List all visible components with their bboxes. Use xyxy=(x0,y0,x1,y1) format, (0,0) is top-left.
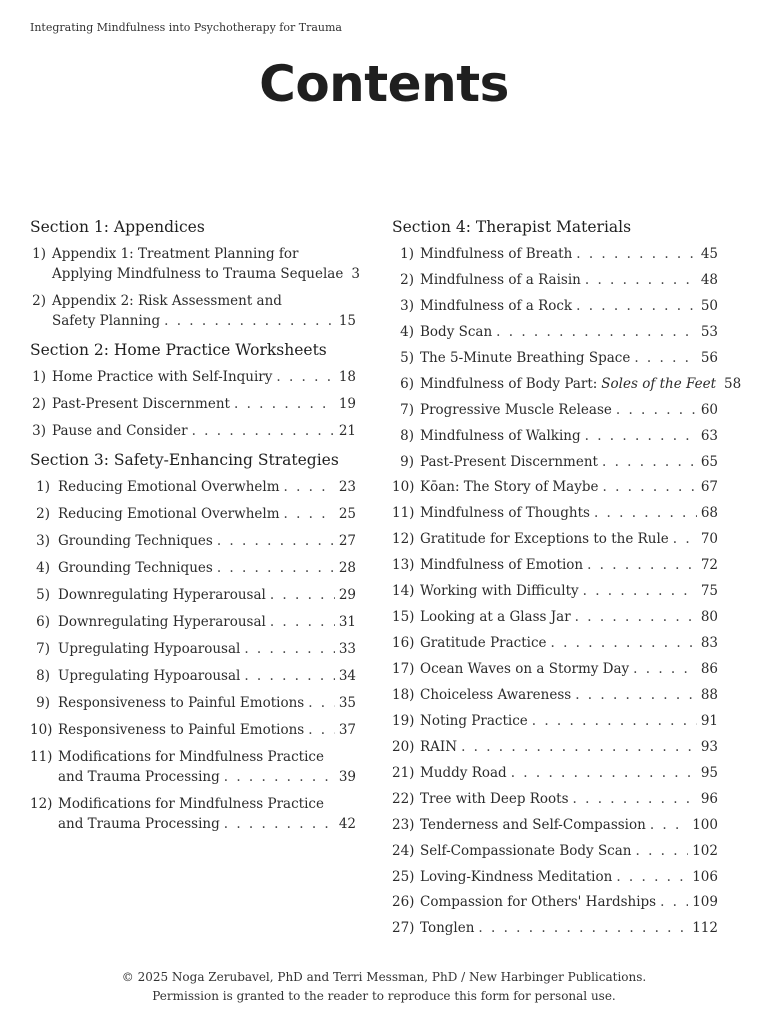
entry-number: 11) xyxy=(30,749,53,765)
entry-number: 12) xyxy=(30,796,53,812)
entry-title-continued: Applying Mindfulness to Trauma Sequelae xyxy=(52,266,344,282)
entry-number: 5) xyxy=(36,587,50,603)
dot-leader xyxy=(192,421,335,441)
toc-entry[interactable] xyxy=(30,367,356,387)
dot-leader xyxy=(532,711,697,731)
toc-entry[interactable] xyxy=(30,394,356,414)
entry-title: Mindfulness of Thoughts xyxy=(420,505,590,522)
dot-leader xyxy=(585,270,697,290)
dot-leader xyxy=(602,452,697,472)
entry-number: 24) xyxy=(392,842,415,859)
dot-leader xyxy=(660,892,688,912)
toc-entry[interactable] xyxy=(392,789,718,809)
dot-leader xyxy=(575,607,697,627)
entry-title: Muddy Road xyxy=(420,764,507,781)
entry-title: Appendix 2: Risk Assessment and xyxy=(52,293,282,309)
entry-title: Home Practice with Self-Inquiry xyxy=(52,369,273,385)
entry-title-continued: and Trauma Processing xyxy=(58,769,220,785)
entry-page: 91 xyxy=(700,712,718,729)
entry-number: 1) xyxy=(400,246,414,262)
entry-number: 8) xyxy=(400,427,414,444)
entry-page: 35 xyxy=(338,695,356,711)
entry-page: 3 xyxy=(351,266,360,282)
entry-number: 2) xyxy=(400,271,414,288)
entry-title: Tonglen xyxy=(420,920,475,937)
entry-title: Tree with Deep Roots xyxy=(420,790,569,807)
dot-leader xyxy=(244,666,334,686)
entry-page: 25 xyxy=(338,506,356,522)
entry-number: 20) xyxy=(392,738,415,755)
entry-page: 53 xyxy=(700,323,718,340)
toc-entry[interactable] xyxy=(30,639,356,659)
entry-number: 4) xyxy=(400,323,414,340)
contents-left-column xyxy=(30,218,360,844)
entry-title: Upregulating Hypoarousal xyxy=(58,641,241,657)
dot-leader xyxy=(636,841,689,861)
toc-entry[interactable] xyxy=(392,918,718,938)
toc-entry[interactable] xyxy=(392,841,718,861)
entry-number: 17) xyxy=(392,661,415,677)
entry-title: Gratitude Practice xyxy=(420,635,547,652)
entry-number: 26) xyxy=(392,894,415,911)
dot-leader xyxy=(585,426,697,446)
entry-number: 2) xyxy=(32,396,46,412)
entry-title: Ocean Waves on a Stormy Day xyxy=(420,661,630,677)
entry-title: Pause and Consider xyxy=(52,423,188,439)
section-heading: Section 2: Home Practice Worksheets xyxy=(30,341,327,359)
entry-page: 100 xyxy=(692,816,718,833)
dot-leader xyxy=(616,400,697,420)
dot-leader xyxy=(308,693,335,713)
toc-entry[interactable] xyxy=(392,452,718,472)
entry-page: 45 xyxy=(700,246,718,262)
dot-leader xyxy=(511,763,697,783)
toc-entry[interactable] xyxy=(392,477,718,497)
contents-right-column xyxy=(392,218,742,944)
entry-number: 11) xyxy=(392,505,415,522)
entry-title-continued: Safety Planning xyxy=(52,313,161,329)
entry-title: RAIN xyxy=(420,738,458,755)
dot-leader xyxy=(583,581,697,601)
entry-page: 68 xyxy=(700,505,718,522)
entry-page: 56 xyxy=(700,349,718,366)
entry-title: Compassion for Others' Hardships xyxy=(420,894,657,911)
entry-title: Self-Compassionate Body Scan xyxy=(420,842,632,859)
entry-number: 9) xyxy=(36,695,50,711)
entry-number: 3) xyxy=(36,533,50,549)
toc-entry[interactable] xyxy=(30,244,360,284)
dot-leader xyxy=(244,639,334,659)
entry-page: 58 xyxy=(724,375,742,392)
entry-number: 12) xyxy=(392,531,415,548)
entry-number: 1) xyxy=(36,479,50,495)
entry-title: Choiceless Awareness xyxy=(420,686,572,703)
dot-leader xyxy=(164,311,335,331)
toc-entry[interactable] xyxy=(392,322,718,342)
entry-number: 2) xyxy=(32,293,46,309)
toc-entry[interactable] xyxy=(30,794,356,834)
dot-leader xyxy=(284,504,335,524)
entry-page: 93 xyxy=(700,738,718,755)
entry-page: 112 xyxy=(692,920,718,937)
entry-title: Reducing Emotional Overwhelm xyxy=(58,506,280,522)
toc-entry[interactable] xyxy=(392,529,718,549)
toc-entry[interactable] xyxy=(30,585,356,605)
entry-page: 39 xyxy=(338,769,356,785)
entry-page: 67 xyxy=(700,479,718,496)
entry-number: 3) xyxy=(32,423,46,439)
entry-title: Downregulating Hyperarousal xyxy=(58,587,266,603)
entry-page: 65 xyxy=(700,453,718,470)
entry-page: 72 xyxy=(700,557,718,574)
dot-leader xyxy=(270,612,335,632)
toc-entry[interactable] xyxy=(392,426,718,446)
dot-leader xyxy=(276,367,334,387)
entry-title: The 5-Minute Breathing Space xyxy=(420,349,631,366)
entry-title: Modifications for Mindfulness Practice xyxy=(58,796,324,812)
entry-title: Kōan: The Story of Maybe xyxy=(420,479,599,496)
dot-leader xyxy=(217,558,335,578)
entry-title: Reducing Emotional Overwhelm xyxy=(58,479,280,495)
entry-page: 34 xyxy=(338,668,356,684)
dot-leader xyxy=(594,503,697,523)
toc-entry[interactable] xyxy=(392,503,718,523)
section-heading: Section 1: Appendices xyxy=(30,218,205,236)
toc-entry[interactable] xyxy=(392,867,718,887)
entry-page: 42 xyxy=(338,816,356,832)
entry-title: Upregulating Hypoarousal xyxy=(58,668,241,684)
dot-leader xyxy=(573,789,697,809)
entry-title: Mindfulness of Body Part: xyxy=(420,375,598,392)
copyright-line: © 2025 Noga Zerubavel, PhD and Terri Messman, PhD / New Harbinger Publications. xyxy=(121,970,647,984)
entry-title: Gratitude for Exceptions to the Rule xyxy=(420,531,669,548)
section-2 xyxy=(30,341,356,441)
entry-page: 83 xyxy=(700,635,718,652)
entry-title-italic: Soles of the Feet xyxy=(601,375,717,392)
entry-number: 7) xyxy=(400,401,414,418)
entry-page: 15 xyxy=(338,313,356,329)
entry-page: 75 xyxy=(700,583,718,600)
entry-page: 63 xyxy=(700,427,718,444)
entry-page: 33 xyxy=(338,641,356,657)
toc-entry[interactable] xyxy=(392,633,718,653)
entry-page: 96 xyxy=(700,790,718,807)
entry-number: 18) xyxy=(392,686,415,703)
dot-leader xyxy=(603,477,697,497)
dot-leader xyxy=(616,867,688,887)
section-1 xyxy=(30,218,360,331)
entry-page: 60 xyxy=(700,401,718,418)
dot-leader xyxy=(461,737,697,757)
entry-page: 29 xyxy=(338,587,356,603)
dot-leader xyxy=(551,633,697,653)
dot-leader xyxy=(576,244,697,264)
dot-leader xyxy=(234,394,335,414)
toc-entry[interactable] xyxy=(392,815,718,835)
entry-page: 80 xyxy=(700,609,718,626)
entry-title: Downregulating Hyperarousal xyxy=(58,614,266,630)
entry-number: 10) xyxy=(392,479,415,496)
toc-entry[interactable] xyxy=(392,685,718,705)
entry-title: Mindfulness of a Rock xyxy=(420,297,573,314)
dot-leader xyxy=(224,767,335,787)
entry-page: 50 xyxy=(700,297,718,314)
entry-page: 88 xyxy=(700,686,718,703)
entry-title-continued: and Trauma Processing xyxy=(58,816,220,832)
dot-leader xyxy=(650,815,688,835)
entry-title: Past-Present Discernment xyxy=(52,396,230,412)
toc-entry[interactable] xyxy=(392,763,718,783)
entry-page: 19 xyxy=(338,396,356,412)
entry-title: Noting Practice xyxy=(420,712,528,729)
entry-number: 5) xyxy=(400,349,414,366)
entry-title: Grounding Techniques xyxy=(58,533,213,549)
entry-title: Past-Present Discernment xyxy=(420,453,598,470)
toc-entry[interactable] xyxy=(30,612,356,632)
entry-page: 48 xyxy=(700,271,718,288)
dot-leader xyxy=(633,659,697,679)
dot-leader xyxy=(575,685,697,705)
entry-number: 14) xyxy=(392,583,415,600)
entry-title: Responsiveness to Painful Emotions xyxy=(58,722,305,738)
toc-entry[interactable] xyxy=(392,374,742,394)
entry-page: 27 xyxy=(338,533,356,549)
toc-entry[interactable] xyxy=(30,477,356,497)
permission-line: Permission is granted to the reader to reproduce this form for personal use. xyxy=(152,989,616,1003)
toc-entry[interactable] xyxy=(392,737,718,757)
toc-entry[interactable] xyxy=(30,291,356,331)
entry-number: 6) xyxy=(36,614,50,630)
entry-number: 9) xyxy=(400,453,414,470)
section-heading: Section 3: Safety-Enhancing Strategies xyxy=(30,451,339,469)
toc-entry[interactable] xyxy=(392,581,718,601)
entry-number: 22) xyxy=(392,790,415,807)
entry-page: 70 xyxy=(700,531,718,548)
entry-number: 2) xyxy=(36,506,50,522)
toc-entry[interactable] xyxy=(392,400,718,420)
toc-entry[interactable] xyxy=(392,892,718,912)
entry-number: 13) xyxy=(392,557,415,574)
toc-entry[interactable] xyxy=(30,666,356,686)
entry-number: 25) xyxy=(392,868,415,885)
entry-page: 31 xyxy=(338,614,356,630)
entry-page: 37 xyxy=(338,722,356,738)
entry-page: 86 xyxy=(700,661,718,677)
dot-leader xyxy=(217,531,335,551)
toc-entry[interactable] xyxy=(392,244,718,264)
entry-page: 23 xyxy=(338,479,356,495)
section-3 xyxy=(30,451,356,834)
dot-leader xyxy=(308,720,335,740)
dot-leader xyxy=(270,585,335,605)
entry-number: 6) xyxy=(400,375,414,392)
entry-number: 19) xyxy=(392,712,415,729)
entry-page: 109 xyxy=(692,894,718,911)
page-footer xyxy=(0,968,768,1006)
toc-entry[interactable] xyxy=(30,720,356,740)
section-heading: Section 4: Therapist Materials xyxy=(392,218,632,236)
entry-title: Mindfulness of a Raisin xyxy=(420,271,581,288)
entry-number: 1) xyxy=(32,369,46,385)
entry-number: 16) xyxy=(392,635,415,652)
page-title: Contents xyxy=(259,55,509,113)
entry-page: 18 xyxy=(338,369,356,385)
entry-number: 21) xyxy=(392,764,415,781)
dot-leader xyxy=(576,296,697,316)
toc-entry[interactable] xyxy=(30,693,356,713)
toc-entry[interactable] xyxy=(392,555,718,575)
entry-title: Body Scan xyxy=(420,323,493,340)
entry-number: 3) xyxy=(400,297,414,314)
entry-title: Loving-Kindness Meditation xyxy=(420,868,613,885)
dot-leader xyxy=(284,477,335,497)
toc-entry[interactable] xyxy=(30,558,356,578)
entry-page: 95 xyxy=(700,764,718,781)
entry-page: 28 xyxy=(338,560,356,576)
toc-entry[interactable] xyxy=(392,659,718,679)
toc-entry[interactable] xyxy=(392,296,718,316)
entry-title: Tenderness and Self-Compassion xyxy=(420,816,646,833)
dot-leader xyxy=(224,814,335,834)
entry-title: Appendix 1: Treatment Planning for xyxy=(52,246,299,262)
entry-title: Working with Difficulty xyxy=(420,583,579,600)
entry-page: 21 xyxy=(338,423,356,439)
dot-leader xyxy=(496,322,697,342)
entry-number: 23) xyxy=(392,816,415,833)
dot-leader xyxy=(478,918,688,938)
toc-entry[interactable] xyxy=(392,348,718,368)
toc-entry[interactable] xyxy=(392,270,718,290)
toc-entry[interactable] xyxy=(30,531,356,551)
toc-entry[interactable] xyxy=(30,504,356,524)
entry-number: 10) xyxy=(30,722,53,738)
entry-title: Mindfulness of Breath xyxy=(420,246,573,262)
entry-title: Modifications for Mindfulness Practice xyxy=(58,749,324,765)
entry-title: Progressive Muscle Release xyxy=(420,401,612,418)
entry-number: 4) xyxy=(36,560,50,576)
entry-number: 8) xyxy=(36,668,50,684)
running-head: Integrating Mindfulness into Psychotherapy for Trauma xyxy=(30,21,342,34)
entry-number: 1) xyxy=(32,246,46,262)
entry-title: Mindfulness of Emotion xyxy=(420,557,584,574)
dot-leader xyxy=(634,348,696,368)
entry-number: 15) xyxy=(392,609,415,626)
dot-leader xyxy=(587,555,697,575)
toc-entry[interactable] xyxy=(30,747,356,787)
section-4-entries xyxy=(392,244,742,938)
toc-entry[interactable] xyxy=(392,607,718,627)
toc-entry[interactable] xyxy=(392,711,718,731)
entry-title: Looking at a Glass Jar xyxy=(420,609,571,626)
entry-number: 7) xyxy=(36,641,50,657)
entry-page: 106 xyxy=(692,868,718,885)
entry-title: Grounding Techniques xyxy=(58,560,213,576)
entry-title: Responsiveness to Painful Emotions xyxy=(58,695,305,711)
entry-page: 102 xyxy=(692,842,718,859)
entry-title: Mindfulness of Walking xyxy=(420,427,581,444)
dot-leader xyxy=(673,529,697,549)
entry-number: 27) xyxy=(392,920,415,937)
toc-entry[interactable] xyxy=(30,421,356,441)
